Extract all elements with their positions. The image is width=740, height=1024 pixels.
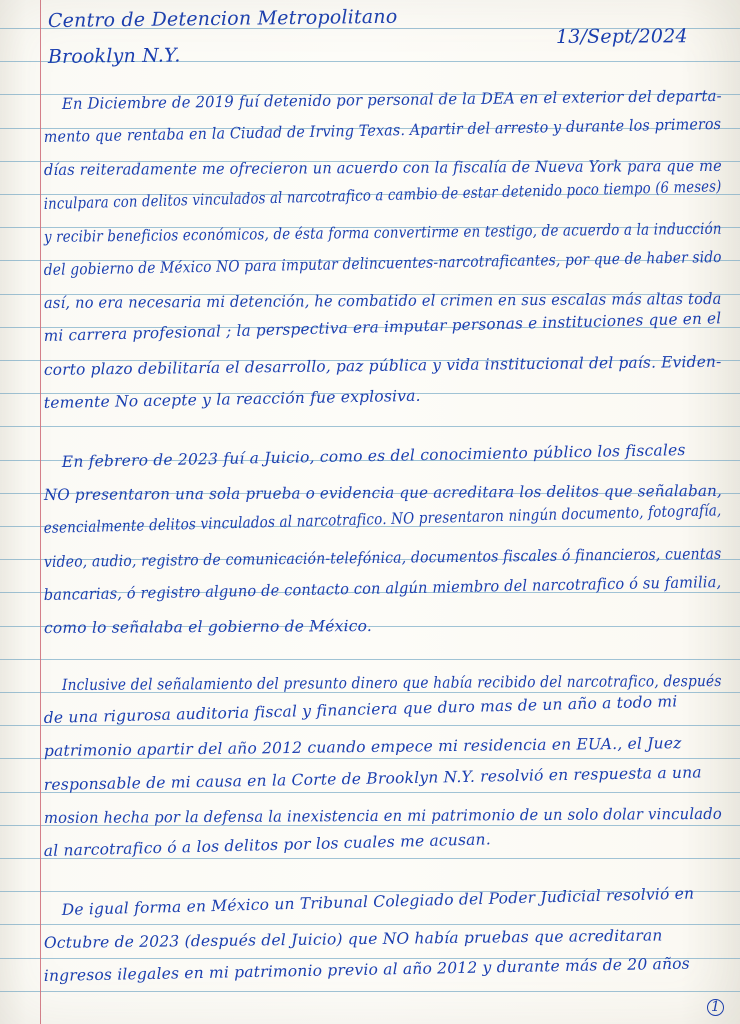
handwritten-line: así, no era necesaria mi detención, he combatido el crimen en sus escalas más altas toda bbox=[43, 290, 722, 313]
handwritten-line: y recibir beneficios económicos, de ésta forma convertirme en testigo, de acuerdo a la inducción bbox=[43, 219, 722, 246]
handwritten-line: mento que rentaba en la Ciudad de Irving Texas. Apartir del arresto y durante los primeros bbox=[43, 115, 722, 147]
handwritten-line: De igual forma en México un Tribunal Colegiado del Poder Judicial resolvió en bbox=[61, 884, 695, 919]
handwritten-line: patrimonio apartir del año 2012 cuando empece mi residencia en EUA., el Juez bbox=[43, 734, 682, 761]
handwritten-line: bancarias, ó registro alguno de contacto con algún miembro del narcotrafico ó su familia, bbox=[43, 572, 722, 604]
handwritten-line: En Diciembre de 2019 fuí detenido por personal de la DEA en el exterior del departa- bbox=[61, 86, 722, 113]
handwritten-line: Octubre de 2023 (después del Juicio) que NO había pruebas que acreditaran bbox=[43, 926, 663, 953]
page-number: 1 bbox=[707, 999, 724, 1016]
handwritten-line: responsable de mi causa en la Corte de Brooklyn N.Y. resolvió en respuesta a una bbox=[43, 762, 702, 794]
handwritten-line: temente No acepte y la reacción fue explosiva. bbox=[43, 386, 421, 412]
handwritten-line: mi carrera profesional ; la perspectiva era imputar personas e instituciones que en el bbox=[43, 309, 722, 346]
handwritten-line: esencialmente delitos vinculados al narcotrafico. NO presentaron ningún documento, fotografía, bbox=[43, 501, 722, 538]
handwritten-line: del gobierno de México NO para imputar delincuentes-narcotraficantes, por que de haber sido bbox=[43, 247, 722, 279]
header-location-line2: Brooklyn N.Y. bbox=[47, 44, 181, 68]
handwritten-line: inculpara con delitos vinculados al narcotrafico a cambio de estar detenido poco tiempo (6 meses) bbox=[43, 176, 722, 213]
handwritten-line: de una rigurosa auditoria fiscal y financiera que duro mas de un año a todo mi bbox=[43, 692, 678, 728]
handwritten-line: ingresos ilegales en mi patrimonio previo al año 2012 y durante más de 20 años bbox=[43, 954, 691, 986]
handwritten-line: Inclusive del señalamiento del presunto dinero que había recibido del narcotrafico, después bbox=[61, 671, 722, 694]
header-location-line1: Centro de Detencion Metropolitano bbox=[47, 5, 398, 32]
handwritten-line: NO presentaron una sola prueba o evidencia que acreditara los delitos que señalaban, bbox=[43, 482, 723, 505]
handwritten-line: días reiteradamente me ofrecieron un acuerdo con la fiscalía de Nueva York para que me bbox=[43, 157, 723, 180]
handwritten-line: En febrero de 2023 fuí a Juicio, como es del conocimiento público los fiscales bbox=[61, 441, 686, 471]
handwritten-line: como lo señalaba el gobierno de México. bbox=[43, 616, 373, 637]
handwritten-line: video, audio, registro de comunicación-telefónica, documentos fiscales ó financieros, cuentas bbox=[43, 544, 722, 571]
header-date: 13/Sept/2024 bbox=[555, 25, 688, 48]
handwritten-line: corto plazo debilitaría el desarrollo, paz pública y vida institucional del país. Eviden- bbox=[43, 352, 722, 379]
handwritten-line: al narcotrafico ó a los delitos por los cuales me acusan. bbox=[43, 830, 492, 860]
handwritten-line: mosion hecha por la defensa la inexistencia en mi patrimonio de un solo dolar vinculado bbox=[43, 804, 722, 827]
